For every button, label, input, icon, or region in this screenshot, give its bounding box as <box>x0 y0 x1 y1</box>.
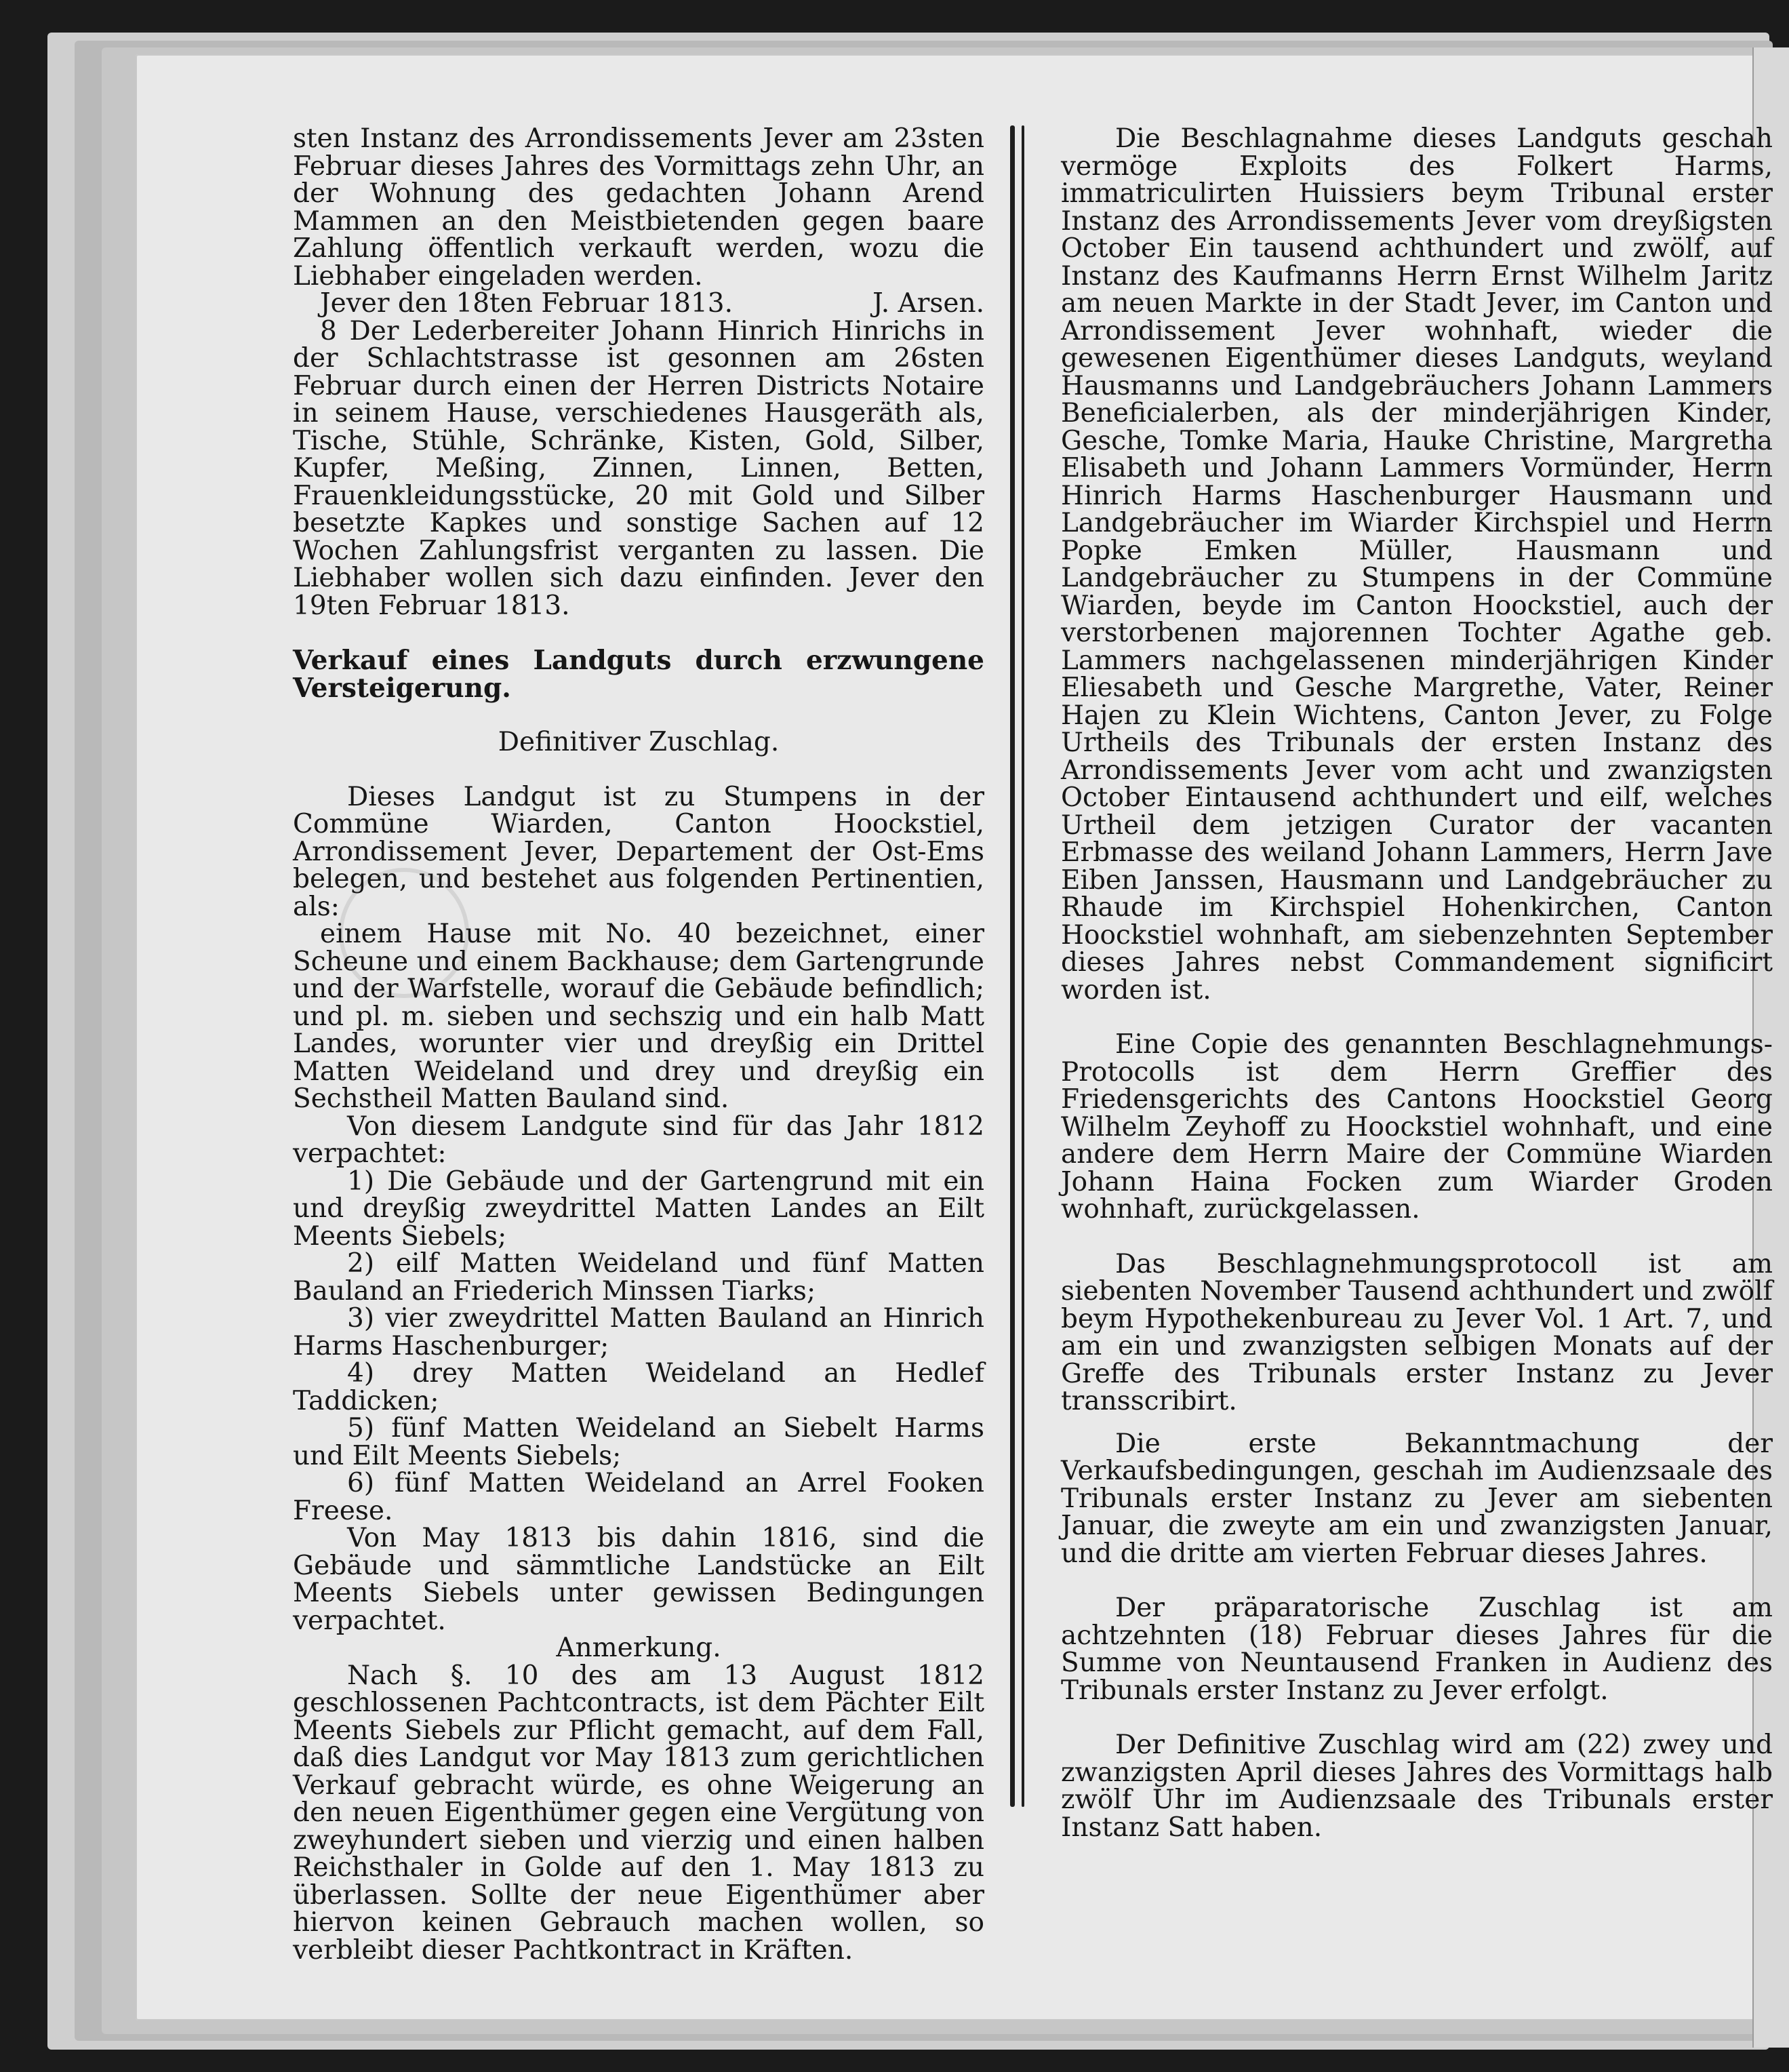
signature-name: J. Arsen. <box>872 288 984 319</box>
paragraph-protocol-copy: Eine Copie des genannten Beschlagnehmungs-Protocolls ist dem Herrn Greffier des Friedensgerichts des Cantons Hoockstiel Georg Wilhelm Zeyhoff zu Hoockstiel wohnhaft, und eine andere dem Herrn Maire der Commüne Wiarden Johann Haina Focken zum Wiarder Groden wohnhaft, zurückgelassen. <box>1061 1029 1773 1224</box>
left-column <box>293 125 984 1964</box>
lease-item: 6) fünf Matten Weideland an Arrel Fooken Freese. <box>293 1468 984 1526</box>
paragraph-preparatory-award: Der präparatorische Zuschlag ist am achtzehnten (18) Februar dieses Jahres für die Summe von Neuntausend Franken in Audienz des Tribunals erster Instanz zu Jever erfolgt. <box>1061 1593 1773 1706</box>
section-subheading: Definitiver Zuschlag. <box>498 727 780 757</box>
paragraph-lease-intro: Von diesem Landgute sind für das Jahr 1812 verpachtet: <box>293 1111 984 1169</box>
paragraph-lease-period: Von May 1813 bis dahin 1816, sind die Gebäude und sämmtliche Landstücke an Eilt Meents Siebels unter gewissen Bedingungen verpachtet. <box>293 1523 984 1636</box>
right-column <box>1061 125 1773 1841</box>
lease-item: 4) drey Matten Weideland an Hedlef Taddicken; <box>293 1358 984 1416</box>
section-heading: Verkauf eines Landguts durch erzwungene Versteigerung. <box>293 645 984 704</box>
column-divider-thick <box>1010 125 1015 1807</box>
remark-heading: Anmerkung. <box>556 1633 721 1663</box>
signature-line <box>293 290 984 318</box>
paragraph-seizure: Die Beschlagnahme dieses Landguts geschah vermöge Exploits des Folkert Harms, immatriculirten Huissiers beym Tribunal erster Instanz des Arrondissements Jever vom dreyßigsten October Ein tausend achthundert und zwölf, auf Instanz des Kaufmanns Herrn Ernst Wilhelm Jaritz am neuen Markte in der Stadt Jever, im Canton und Arrondissement Jever wohnhaft, wieder die gewesenen Eigenthümer dieses Landguts, weyland Hausmanns und Landgebräuchers Johann Lammers Beneficialerben, als der minderjährigen Kinder, Gesche, Tomke Maria, Hauke Christine, Margretha Elisabeth und Johann Lammers Vormünder, Herrn Hinrich Harms Haschenburger Hausmann und Landgebräucher im Wiarder Kirchspiel und Herrn Popke Emken Müller, Hausmann und Landgebräucher zu Stumpens in der Commüne Wiarden, beyde im Canton Hoockstiel, auch der verstorbenen majorennen Tochter Agathe geb. Lammers nachgelassenen minderjährigen Kinder Eliesabeth und Gesche Margrethe, Vater, Reiner Hajen zu Klein Wichtens, Canton Jever, zu Folge Urtheils des Tribunals der ersten Instanz des Arrondissements Jever vom acht und zwanzigsten October Eintausend achthundert und eilf, welches Urtheil dem jetzigen Curator der vacanten Erbmasse des weiland Johann Lammers, Herrn Jave Eiben Janssen, Hausmann und Landgebräucher zu Rhaude im Kirchspiel Hohenkirchen, Canton Hoockstiel wohnhaft, am siebenzehnten September dieses Jahres nebst Commandement significirt worden ist. <box>1061 123 1773 1005</box>
paragraph-household-auction: 8 Der Lederbereiter Johann Hinrich Hinrichs in der Schlachtstrasse ist gesonnen am 26sten Februar durch einen der Herren Districts Notaire in seinem Hause, verschiedenes Hausgeräth als, Tische, Stühle, Schränke, Kisten, Gold, Silber, Kupfer, Meßing, Zinnen, Linnen, Betten, Frauenkleidungsstücke, 20 mit Gold und Silber besetzte Kapkes und sonstige Sachen auf 12 Wochen Zahlungsfrist verganten zu lassen. Die Liebhaber wollen sich dazu einfinden. Jever den 19ten Februar 1813. <box>293 315 984 621</box>
lease-item: 2) eilf Matten Weideland und fünf Matten Bauland an Friederich Minssen Tiarks; <box>293 1248 984 1307</box>
paragraph-auction-notice-end: sten Instanz des Arrondissements Jever am 23sten Februar dieses Jahres des Vormittags zehn Uhr, an der Wohnung des gedachten Johann Arend Mammen an den Meistbietenden gegen baare Zahlung öffentlich verkauft werden, wozu die Liebhaber eingeladen werden. <box>293 123 984 292</box>
paragraph-remark: Nach §. 10 des am 13 August 1812 geschlossenen Pachtcontracts, ist dem Pächter Eilt Meents Siebels zur Pflicht gemacht, auf dem Fall, daß dies Landgut vor May 1813 zum gerichtlichen Verkauf gebracht würde, es ohne Weigerung an den neuen Eigenthümer gegen eine Vergütung von zweyhundert sieben und vierzig und einen halben Reichsthaler in Golde auf den 1. May 1813 zu überlassen. Sollte der neue Eigenthümer aber hiervon keinen Gebrauch machen wollen, so verbleibt dieser Pachtkontract in Kräften. <box>293 1660 984 1966</box>
signature-place-date: Jever den 18ten Februar 1813. <box>320 288 733 319</box>
lease-item: 3) vier zweydrittel Matten Bauland an Hinrich Harms Haschenburger; <box>293 1303 984 1361</box>
lease-item: 1) Die Gebäude und der Gartengrund mit ein und dreyßig zweydrittel Matten Landes an Eilt Meents Siebels; <box>293 1166 984 1252</box>
paragraph-estate-pertinents: einem Hause mit No. 40 bezeichnet, einer Scheune und einem Backhause; dem Gartengrunde und der Warfstelle, worauf die Gebäude befindlich; und pl. m. sieben und sechszig und ein halb Matt Landes, worunter vier und dreyßig ein Drittel Matten Weideland und drey und dreyßig ein Sechstheil Matten Bauland sind. <box>293 919 984 1114</box>
paragraph-estate-location: Dieses Landgut ist zu Stumpens in der Commüne Wiarden, Canton Hoockstiel, Arrondissement Jever, Departement der Ost-Ems belegen, und bestehet aus folgenden Pertinentien, als: <box>293 781 984 922</box>
column-divider-thin <box>1022 125 1024 1807</box>
paragraph-protocol-registration: Das Beschlagnehmungsprotocoll ist am siebenten November Tausend achthundert und zwölf beym Hypothekenbureau zu Jever Vol. 1 Art. 7, und am ein und zwanzigsten selbigen Monats auf der Greffe des Tribunals erster Instanz zu Jever transscribirt. <box>1061 1248 1773 1416</box>
lease-item: 5) fünf Matten Weideland an Siebelt Harms und Eilt Meents Siebels; <box>293 1413 984 1471</box>
paragraph-definitive-award: Der Definitive Zuschlag wird am (22) zwey und zwanzigsten April dieses Jahres des Vormittags halb zwölf Uhr im Audienzsaale des Tribunals erster Instanz Satt haben. <box>1061 1730 1773 1843</box>
paragraph-announcements: Die erste Bekanntmachung der Verkaufsbedingungen, geschah im Audienzsaale des Tribunals erster Instanz zu Jever am siebenten Januar, die zweyte am ein und zwanzigsten Januar, und die dritte am vierten Februar dieses Jahres. <box>1061 1428 1773 1569</box>
